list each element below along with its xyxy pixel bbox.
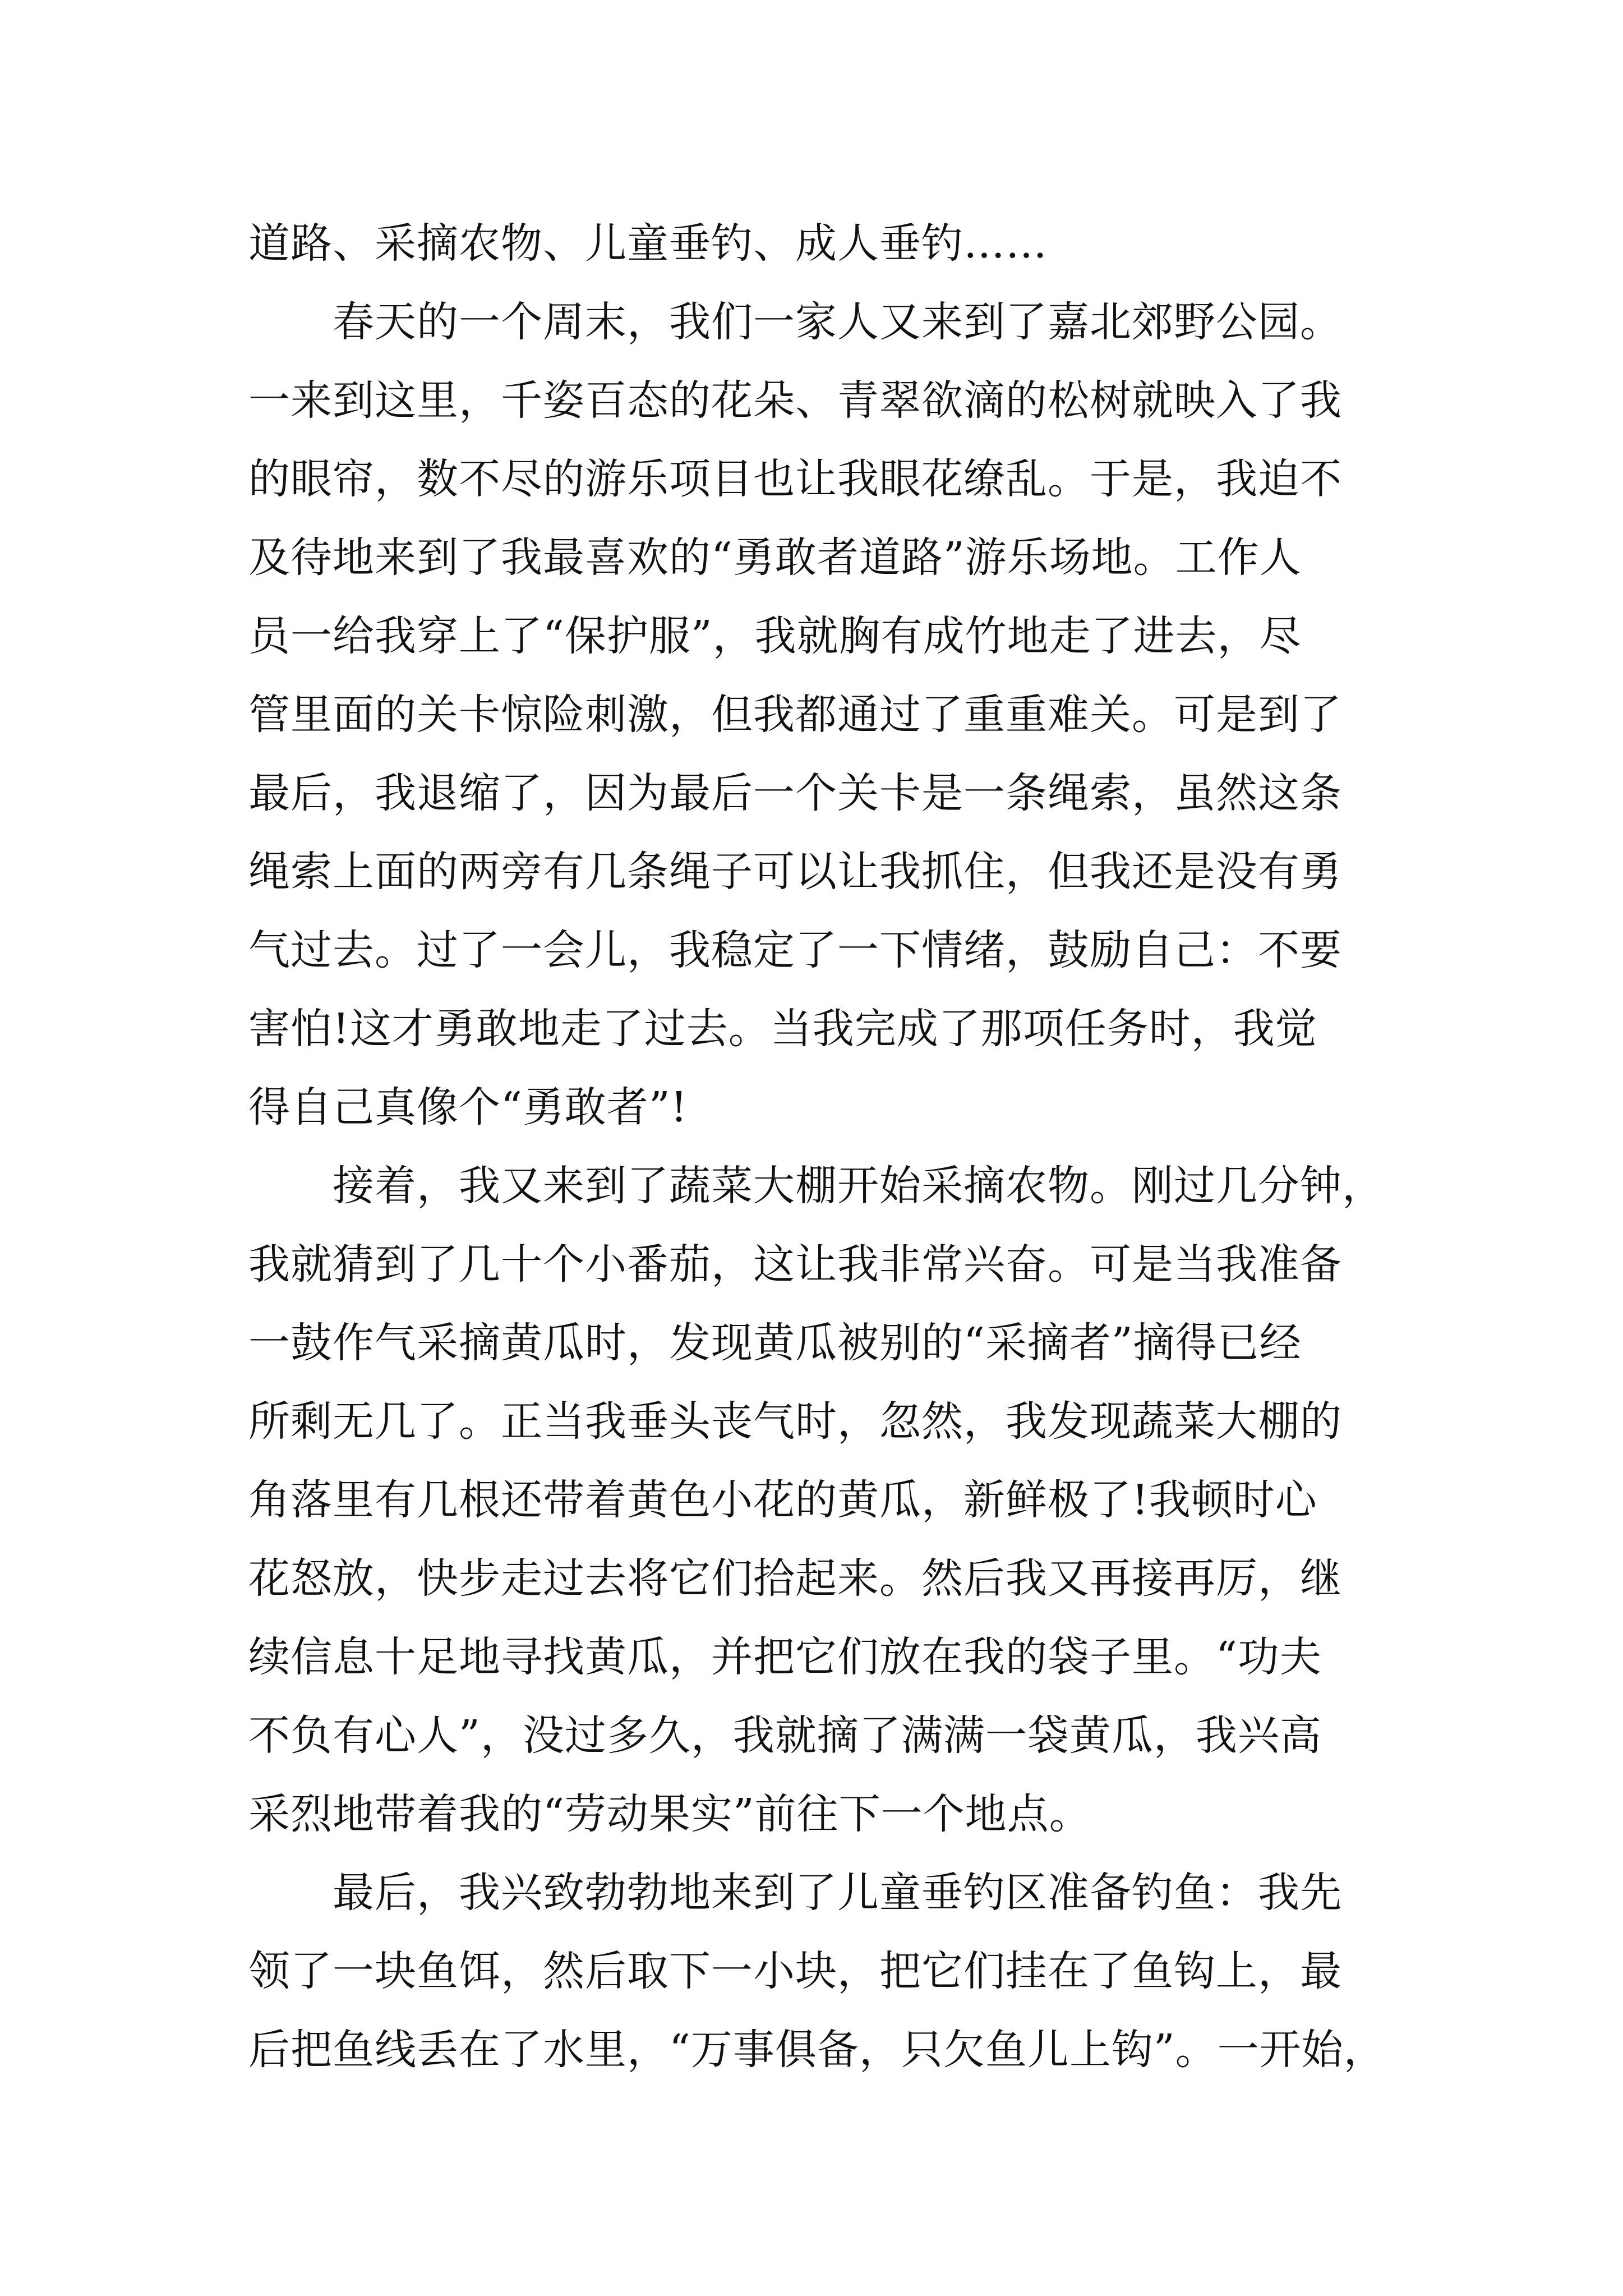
text-line: 领了一块鱼饵，然后取下一小块，把它们挂在了鱼钩上，最 <box>248 1947 1342 1995</box>
text-line: 一来到这里，千姿百态的花朵、青翠欲滴的松树就映入了我 <box>248 376 1342 425</box>
text-line: 花怒放，快步走过去将它们拾起来。然后我又再接再厉，继 <box>248 1554 1342 1603</box>
text-line: 员一给我穿上了“保护服”，我就胸有成竹地走了进去，尽 <box>248 612 1302 660</box>
text-line: 道路、采摘农物、儿童垂钓、成人垂钓…… <box>248 219 1048 268</box>
text-line: 续信息十足地寻找黄瓜，并把它们放在我的袋子里。“功夫 <box>248 1633 1322 1681</box>
text-line: 采烈地带着我的“劳动果实”前往下一个地点。 <box>248 1790 1091 1838</box>
text-line: 最后，我兴致勃勃地来到了儿童垂钓区准备钓鱼：我先 <box>333 1869 1342 1917</box>
text-line: 角落里有几根还带着黄色小花的黄瓜，新鲜极了!我顿时心 <box>248 1476 1317 1524</box>
text-line: 绳索上面的两旁有几条绳子可以让我抓住，但我还是没有勇 <box>248 848 1342 896</box>
text-line: 所剩无几了。正当我垂头丧气时，忽然，我发现蔬菜大棚的 <box>248 1397 1342 1446</box>
text-line: 不负有心人”，没过多久，我就摘了满满一袋黄瓜，我兴高 <box>248 1711 1322 1760</box>
essay-body <box>248 204 1386 2089</box>
text-line: 的眼帘，数不尽的游乐项目也让我眼花缭乱。于是，我迫不 <box>248 455 1342 503</box>
text-line: 一鼓作气采摘黄瓜时，发现黄瓜被别的“采摘者”摘得已经 <box>248 1319 1302 1367</box>
text-line: 春天的一个周末，我们一家人又来到了嘉北郊野公园。 <box>333 298 1342 346</box>
text-line: 后把鱼线丢在了水里，“万事俱备，只欠鱼儿上钩”。一开始， <box>248 2026 1386 2074</box>
text-line: 害怕!这才勇敢地走了过去。当我完成了那项任务时，我觉 <box>248 1005 1317 1053</box>
text-line: 及待地来到了我最喜欢的“勇敢者道路”游乐场地。工作人 <box>248 533 1302 582</box>
text-line: 接着，我又来到了蔬菜大棚开始采摘农物。刚过几分钟， <box>333 1162 1384 1210</box>
text-line: 气过去。过了一会儿，我稳定了一下情绪，鼓励自己：不要 <box>248 926 1342 974</box>
text-line: 我就猜到了几十个小番茄，这让我非常兴奋。可是当我准备 <box>248 1240 1342 1289</box>
text-line: 得自己真像个“勇敢者”! <box>248 1083 688 1131</box>
text-line: 管里面的关卡惊险刺激，但我都通过了重重难关。可是到了 <box>248 691 1342 739</box>
text-line: 最后，我退缩了，因为最后一个关卡是一条绳索，虽然这条 <box>248 769 1342 817</box>
